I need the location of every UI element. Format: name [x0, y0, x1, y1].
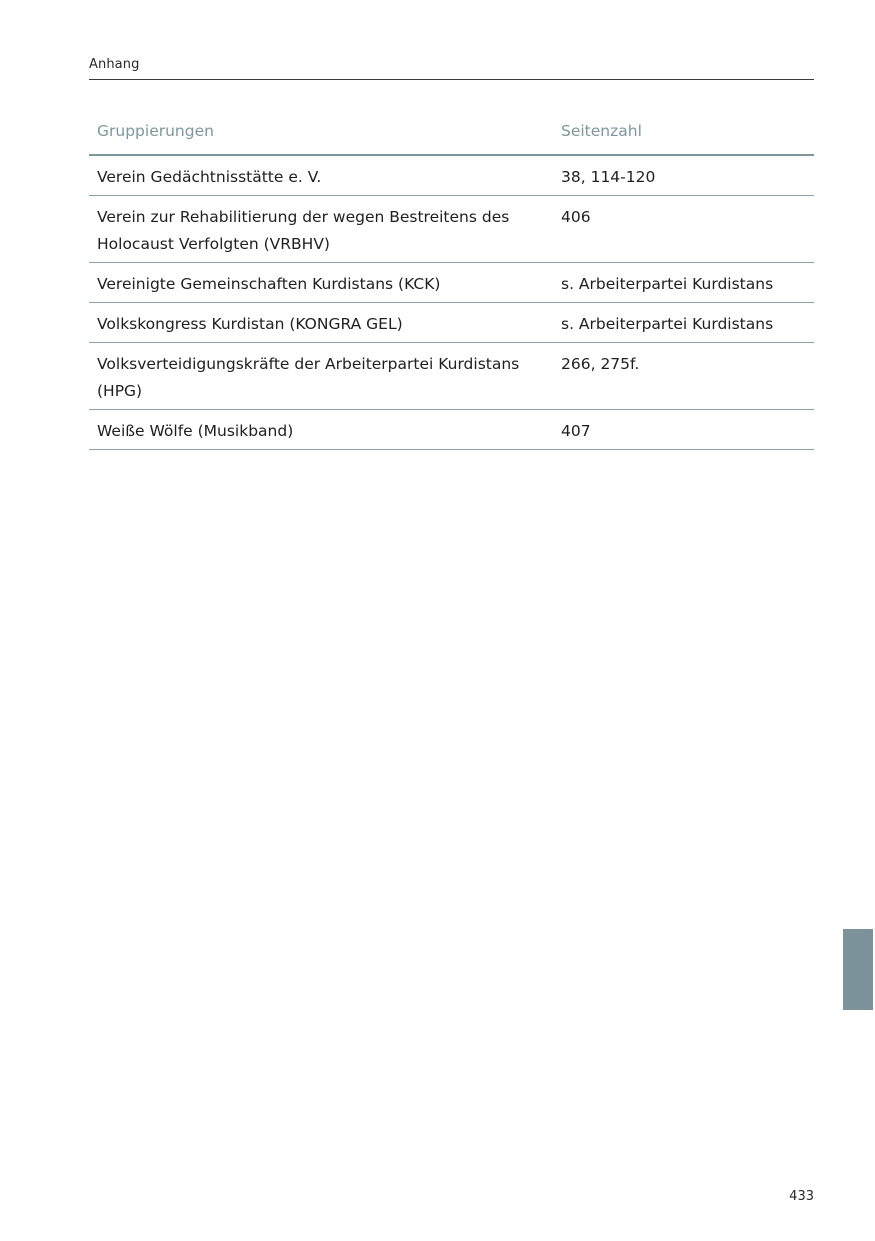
- column-header-seitenzahl: Seitenzahl: [561, 122, 642, 140]
- table-header-row: [89, 118, 814, 156]
- table-row: [89, 196, 814, 263]
- column-header-gruppierungen: Gruppierungen: [97, 122, 214, 140]
- row-name: Volkskongress Kurdistan (KONGRA GEL): [97, 315, 403, 333]
- row-pages: 407: [561, 422, 591, 440]
- row-pages: 406: [561, 208, 591, 226]
- row-name: Vereinigte Gemeinschaften Kurdistans (KCK): [97, 275, 441, 293]
- row-name: Verein zur Rehabilitierung der wegen Bestreitens des Holocaust Verfolgten (VRBHV): [97, 208, 510, 253]
- table-row: [89, 303, 814, 343]
- row-pages: 38, 114-120: [561, 168, 656, 186]
- row-name: Volksverteidigungskräfte der Arbeiterpartei Kurdistans (HPG): [97, 355, 520, 400]
- row-name: Weiße Wölfe (Musikband): [97, 422, 294, 440]
- page-number: 433: [789, 1189, 814, 1204]
- chapter-thumb-tab: [843, 929, 873, 1010]
- row-name: Verein Gedächtnisstätte e. V.: [97, 168, 322, 186]
- row-pages: 266, 275f.: [561, 355, 640, 373]
- table-row: [89, 156, 814, 196]
- row-pages: s. Arbeiterpartei Kurdistans: [561, 315, 774, 333]
- row-pages: s. Arbeiterpartei Kurdistans: [561, 275, 774, 293]
- running-head: Anhang: [89, 57, 140, 72]
- table-row: [89, 343, 814, 410]
- table-row: [89, 410, 814, 450]
- index-table: [89, 118, 814, 450]
- table-row: [89, 263, 814, 303]
- header-rule: [89, 79, 814, 80]
